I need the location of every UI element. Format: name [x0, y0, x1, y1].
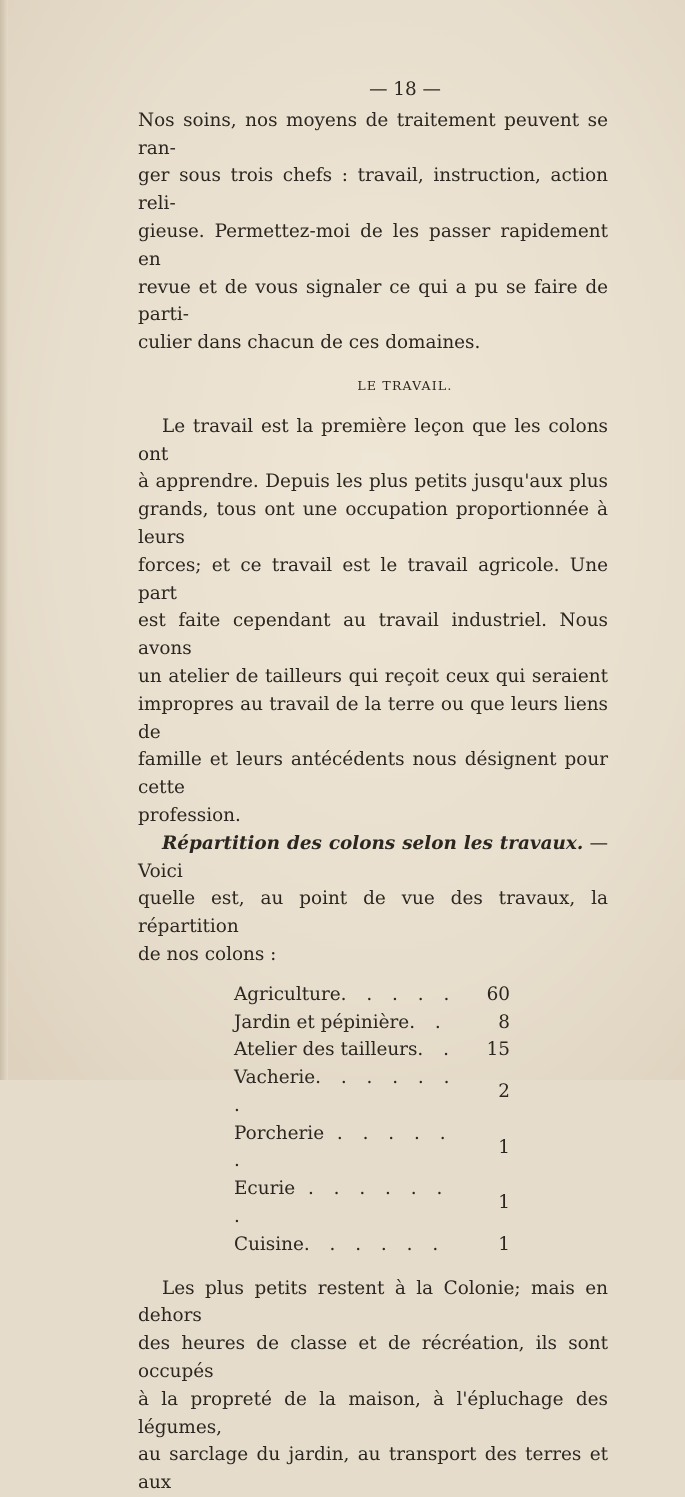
- job-cell: [234, 1009, 474, 1037]
- job-cell: [234, 1120, 474, 1176]
- dot-leader: . . . . . .: [234, 1122, 453, 1172]
- dot-leader: . . . . . . .: [234, 1067, 457, 1116]
- job-count: 60: [486, 983, 510, 1005]
- job-label: Vacherie: [234, 1067, 316, 1089]
- job-cell: [234, 1064, 474, 1120]
- job-count: 8: [498, 1011, 510, 1033]
- job-cell: [234, 981, 474, 1009]
- job-label: Jardin et pépinière: [234, 1011, 410, 1033]
- text-line: culier dans chacun de ces domaines.: [138, 332, 481, 354]
- table-row: [234, 1009, 514, 1037]
- text-line: à la propreté de la maison, à l'épluchage des légumes,: [138, 1388, 608, 1438]
- text-line: famille et leurs antécédents nous désignent pour cette: [138, 749, 608, 799]
- job-count: 2: [498, 1080, 510, 1102]
- job-cell: [234, 1036, 474, 1064]
- text-line: à apprendre. Depuis les plus petits jusqu'aux plus: [138, 471, 608, 493]
- table-row: [234, 1036, 514, 1064]
- job-label: Ecurie: [234, 1178, 296, 1200]
- dot-leader: . . . . . .: [303, 1233, 446, 1255]
- page-number: — 18 —: [369, 79, 441, 100]
- page-text: [138, 76, 608, 1497]
- table-row: [234, 981, 514, 1009]
- text-line: Le travail est la première leçon que les colons ont: [138, 415, 608, 465]
- text-line: revue et de vous signaler ce qui a pu se faire de parti-: [138, 276, 608, 326]
- text-line: quelle est, au point de vue des travaux, la répartition: [138, 888, 608, 938]
- text-line: grands, tous ont une occupation proportionnée à leurs: [138, 499, 608, 548]
- jobs-table: [234, 981, 514, 1259]
- text-line: de nos colons :: [138, 943, 277, 965]
- job-count: 1: [498, 1233, 510, 1255]
- job-label: Agriculture: [234, 983, 341, 1005]
- dot-leader: . .: [409, 1011, 448, 1033]
- job-label: Porcherie: [234, 1122, 325, 1144]
- text-line: est faite cependant au travail industriel. Nous avons: [138, 610, 608, 660]
- intro-paragraph: [138, 107, 608, 357]
- text-line: ger sous trois chefs : travail, instruction, action reli-: [138, 165, 608, 215]
- table-row: [234, 1231, 514, 1259]
- table-row: [234, 1175, 514, 1231]
- text-line: [138, 830, 608, 886]
- text-line: Les plus petits restent à la Colonie; mais en dehors: [138, 1277, 608, 1327]
- text-line: au sarclage du jardin, au transport des terres et aux: [138, 1444, 608, 1494]
- text-line: un atelier de tailleurs qui reçoit ceux qui seraient: [138, 665, 608, 687]
- dot-leader: . .: [417, 1039, 456, 1061]
- section-heading: LE TRAVAIL.: [357, 377, 453, 393]
- dot-leader: . . . . . . .: [234, 1178, 450, 1228]
- text-line: Nos soins, nos moyens de traitement peuvent se ran-: [138, 109, 608, 159]
- page-edge: [0, 0, 8, 1080]
- text-line: impropres au travail de la terre ou que leurs liens de: [138, 693, 608, 743]
- repartition-subheading: Répartition des colons selon les travaux.: [162, 832, 584, 854]
- text-line: des heures de classe et de récréation, ils sont occupés: [138, 1333, 608, 1383]
- job-count: 15: [486, 1039, 510, 1061]
- text-line: profession.: [138, 804, 241, 826]
- text-line: gieuse. Permettez-moi de les passer rapidement en: [138, 220, 608, 270]
- repartition-paragraph: [138, 830, 608, 969]
- job-cell: [234, 1175, 474, 1231]
- table-row: [234, 1120, 514, 1176]
- job-count: 1: [498, 1136, 510, 1158]
- job-count: 1: [498, 1192, 510, 1214]
- closing-paragraph: [138, 1275, 608, 1497]
- text-line: forces; et ce travail est le travail agricole. Une part: [138, 554, 608, 604]
- job-label: Cuisine: [234, 1233, 304, 1255]
- job-cell: [234, 1231, 474, 1259]
- job-label: Atelier des tailleurs: [234, 1039, 418, 1061]
- travail-paragraph: [138, 413, 608, 830]
- table-row: [234, 1064, 514, 1120]
- text-fragment: — Voici: [138, 832, 608, 882]
- dot-leader: . . . . .: [340, 983, 457, 1005]
